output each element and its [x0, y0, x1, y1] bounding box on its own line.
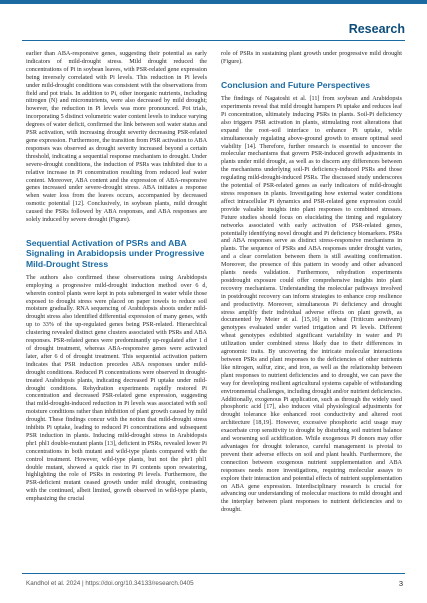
section-heading-conclusion: Conclusion and Future Perspectives — [221, 79, 370, 90]
section-heading-sequential-activation: Sequential Activation of PSRs and ABA Signaling in Arabidopsis under Progressive Mild-Drought Stress — [26, 237, 205, 269]
right-paragraph-2: The findings of Nagatoshi et al. [11] from soybean and Arabidopsis experiments reveal that mild drought hampers Pi uptake and reduces leaf Pi concentration, ultimately inducing PSRs in plants. Soil-Pi deficiency also triggers PSR activation in plants, stimulating root alterations that expand the root–soil interface to enhance Pi uptake, while simultaneously regulating above-ground growth to ensure optimal seed viability [14]. Therefore, further research is essential to uncover the molecular mechanisms that govern PSR-induced growth adjustments in plants under mild drought, as well as to discern any differences between the mechanisms underlying soil-Pi deficiency-induced PSRs and those regulating mild-drought-induced PSRs. The discussed study underscores the potential of PSR-related genes as early indicators of mild-drought stress responses in plants. Investigating how external water conditions affect intracellular Pi dynamics and PSR-related gene expression could provide valuable insights into plant responses to combined stresses. Future studies should focus on elucidating the timing and regulatory networks associated with early activation of PSR-related genes, potentially identifying novel drought and Pi deficiency biomarkers. PSRs and ABA responses serve as distinct stress-responsive mechanisms in plants. The sequence of PSRs and ABA responses under drought varies, and a clear correlation between them is still awaiting confirmation. Moreover, the presence of this pattern in woody and other advanced plants needs validation. Furthermore, rehydration experiments postdrought exposure could offer comprehensive insights into plant recovery mechanisms. Understanding the molecular pathways involved in postdrought recovery can inform strategies to enhance crop resilience and productivity. Moreover, simultaneous Pi deficiency and drought stress amplify their individual adverse effects on plant growth, as documented by Meier et al. [15,16] in wheat (Triticum aestivum) genotypes evaluated under varied irrigation and Pi levels. Different wheat genotypes exhibited significant variability in water and Pi utilization under combined stress likely due to their differences in agronomic traits. By uncovering the intricate molecular interactions between PSRs and plant responses to the deficiencies of other nutrients like nitrogen, sulfur, zinc, and iron, as well as the relationship between plant responses to nutrient deficiencies and to drought, we can pave the way for developing resilient agricultural systems capable of withstanding environmental challenges, including drought and/or nutrient deficiencies. Additionally, exogenous Pi application, such as through the widely used phosphoric acid [17], also induces vital physiological adjustments for drought tolerance like enhanced root conductivity and altered root architecture [18,19]. However, excessive phosphoric acid usage may exacerbate crop sensitivity to drought by disturbing soil nutrient balance and worsening soil acidification. While exogenous Pi donors may offer advantages for drought tolerance, careful management is pivotal to prevent their adverse effects on soil and plant health. Furthermore, the connection between exogenous nutrient supplementation and ABA responses needs more investigations, requiring molecular assays to explore their interaction and potential effects of nutrient supplementation on ABA gene expression. Interdisciplinary research is crucial for advancing our understanding of molecular reactions to mild drought and the interplay between plant responses to nutrient deficiencies and to drought. — [221, 96, 402, 514]
left-paragraph-1: earlier than ABA-responsive genes, suggesting their potential as early indicators of mild-drought stress. Mild drought reduced the concentrations of Pi in soybean leaves, with PSR-related gene expression being inversely correlated with Pi levels. This reduction in Pi levels under mild-drought conditions was consistent with the observations from field and pot trials. In addition to Pi, other inorganic nutrients, including nitrogen (N) and micronutrients, were also decreased by mild drought; however, the reduction in Pi levels was more pronounced. Pot trials, incorporating 5 distinct volumetric water content levels to induce varying degrees of water deficit, confirmed the link between soil water status and PSR activation, with increasing drought severity decreasing PSR-related gene expression. Furthermore, the transition from PSR activation to ABA responses was observed as drought severity increased beyond a certain threshold, indicating a sequential response mechanism to drought. Under severe-drought conditions, the induction of PSRs was inhibited due to a relative increase in Pi concentration resulting from reduced leaf water content. Moreover, ABA content and the expression of ABA-responsive genes increased under severe-drought stress. ABA initiates a response when water loss from the leaves occurs, accompanied by decreased osmotic potential [12]. Conclusively, in soybean plants, mild drought caused the PSRs followed by ABA responses, and ABA responses are solely induced by severe drought (Figure). — [26, 51, 207, 224]
footer-citation[interactable]: Kandhol et al. 2024 | https://doi.org/10.34133/research.0405 — [26, 580, 194, 587]
header-accent-bar — [0, 0, 427, 4]
right-paragraph-1: role of PSRs in sustaining plant growth under progressive mild drought (Figure). — [221, 51, 402, 65]
header-divider — [22, 40, 405, 41]
right-column — [221, 51, 402, 515]
left-column — [26, 51, 207, 504]
left-paragraph-2: The authors also confirmed these observations using Arabidopsis employing a progressive mild-drought induction method over 6 d, wherein control plants were kept in pots submerged in water while those exposed to drought stress were placed on paper towels to reduce soil moisture gradually. RNA sequencing of Arabidopsis shoots under mild-drought stress also identified differential expression of many genes, with up to 33% of the up-regulated genes being PSR-related. Hierarchical clustering revealed distinct gene clusters associated with PSRs and ABA responses. PSR-related genes were predominantly up-regulated after 1 d of drought treatment, whereas ABA-responsive genes were activated later, after 6 d of drought treatment. This sequential activation pattern indicates that PSR induction precedes ABA responses under mild-drought conditions. Reduced Pi concentrations were observed in drought-treated Arabidopsis plants, indicating decreased Pi uptake under mild-drought conditions. Rehydration experiments rapidly restored Pi concentration and decreased PSR-related gene expression, suggesting that mild-drought-induced reduction in Pi levels was associated with soil moisture conditions rather than inhibition of plant growth caused by mild drought. These findings concur with the notion that mild-drought stress inhibits Pi uptake, leading to reduced Pi concentrations and subsequent PSR induction in plants. Inducing mild-drought stress in Arabidopsis phr1 phl1 double-mutant plants [13], deficient in PSRs, revealed lower Pi concentrations in both mutant and wild-type plants compared with the control treatment. However, wild-type plants, but not the phr1 phl1 double mutant, showed a quick rise in Pi contents upon rewatering, highlighting the role of PSRs in restoring Pi levels. Furthermore, the PSR-deficient mutant ceased growth under mild drought, contrasting with the continued, albeit limited, growth observed in wild-type plants, emphasizing the crucial — [26, 274, 207, 503]
footer-divider — [22, 573, 405, 574]
page-number: 3 — [398, 579, 403, 588]
journal-section-label: Research — [348, 22, 405, 36]
